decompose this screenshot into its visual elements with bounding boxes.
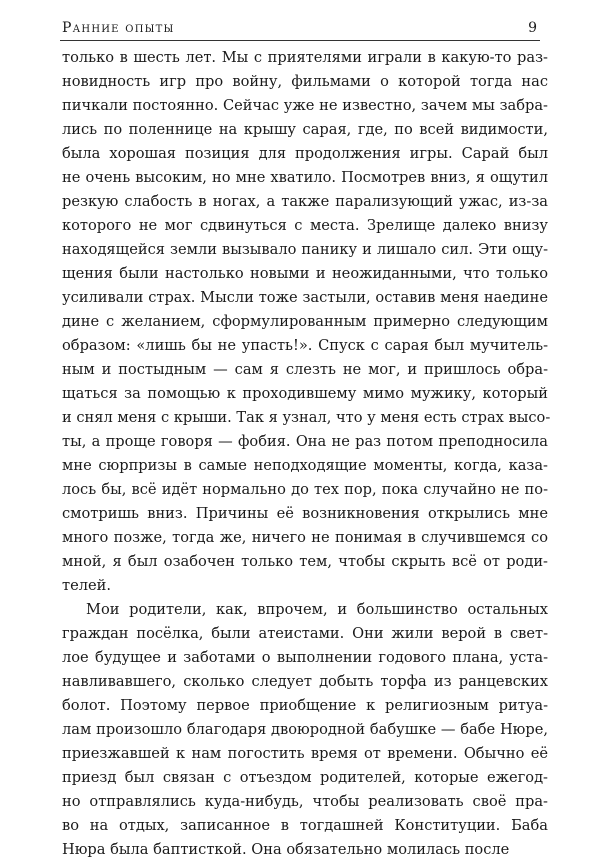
text-line: резкую слабость в ногах, а также парализующий ужас, из-за — [62, 193, 548, 210]
text-line: новидность игр про войну, фильмами о которой тогда нас — [62, 73, 548, 90]
paragraph — [62, 46, 551, 598]
text-line: мне сюрпризы в самые неподходящие моменты, когда, каза- — [62, 457, 548, 474]
text-line: образом: «лишь бы не упасть!». Спуск с сарая был мучитель- — [62, 337, 548, 354]
text-line: во на отдых, записанное в тогдашней Конституции. Баба — [62, 817, 548, 834]
text-line: была хорошая позиция для продолжения игры. Сарай был — [62, 145, 548, 162]
text-line: только в шесть лет. Мы с приятелями играли в какую-то раз- — [62, 49, 548, 66]
text-line: пичкали постоянно. Сейчас уже не известно, зачем мы забра- — [62, 97, 548, 114]
text-line: лое будущее и заботами о выполнении годового плана, уста- — [62, 649, 548, 666]
text-line: усиливали страх. Мысли тоже застыли, оставив меня наедине — [62, 289, 548, 306]
header-rule — [60, 40, 540, 41]
text-line: которого не мог сдвинуться с места. Зрелище далеко внизу — [62, 217, 548, 234]
body-text — [62, 46, 551, 862]
text-line: но отправлялись куда-нибудь, чтобы реализовать своё пра- — [62, 793, 548, 810]
running-head — [62, 12, 538, 36]
text-line: Нюра была баптисткой. Она обязательно молилась после — [62, 841, 510, 858]
text-line: болот. Поэтому первое приобщение к религиозным ритуа- — [62, 697, 548, 714]
text-line: и снял меня с крыши. Так я узнал, что у меня есть страх высо- — [62, 409, 551, 426]
running-title: Ранние опыты — [62, 20, 175, 36]
text-line: находящейся земли вызывало панику и лишало сил. Эти ощу- — [62, 241, 548, 258]
paragraph — [62, 598, 548, 862]
text-line: лам произошло благодаря двоюродной бабушке — бабе Нюре, — [62, 721, 548, 738]
text-line: ным и постыдным — сам я слезть не мог, и пришлось обра- — [62, 361, 548, 378]
text-line: ты, а проще говоря — фобия. Она не раз потом преподносила — [62, 433, 548, 450]
text-line: Мои родители, как, впрочем, и большинство остальных — [86, 601, 548, 618]
page-number: 9 — [528, 20, 538, 36]
text-line: приезд был связан с отъездом родителей, которые ежегод- — [62, 769, 548, 786]
text-line: лось бы, всё идёт нормально до тех пор, пока случайно не по- — [62, 481, 548, 498]
text-line: щения были настолько новыми и неожиданными, что только — [62, 265, 548, 282]
text-line: щаться за помощью к проходившему мимо мужику, который — [62, 385, 548, 402]
text-line: лись по поленнице на крышу сарая, где, по всей видимости, — [62, 121, 548, 138]
text-line: телей. — [62, 577, 111, 594]
text-line: не очень высоким, но мне хватило. Посмотрев вниз, я ощутил — [62, 169, 548, 186]
text-line: дине с желанием, сформулированным примерно следующим — [62, 313, 548, 330]
text-line: мной, я был озабочен только тем, чтобы скрыть всё от роди- — [62, 553, 548, 570]
text-line: навливавшего, сколько следует добыть торфа из ранцевских — [62, 673, 548, 690]
text-line: много позже, тогда же, ничего не понимая в случившемся со — [62, 529, 548, 546]
text-line: смотришь вниз. Причины её возникновения открылись мне — [62, 505, 548, 522]
text-line: граждан посёлка, были атеистами. Они жили верой в свет- — [62, 625, 548, 642]
text-line: приезжавшей к нам погостить время от времени. Обычно её — [62, 745, 548, 762]
